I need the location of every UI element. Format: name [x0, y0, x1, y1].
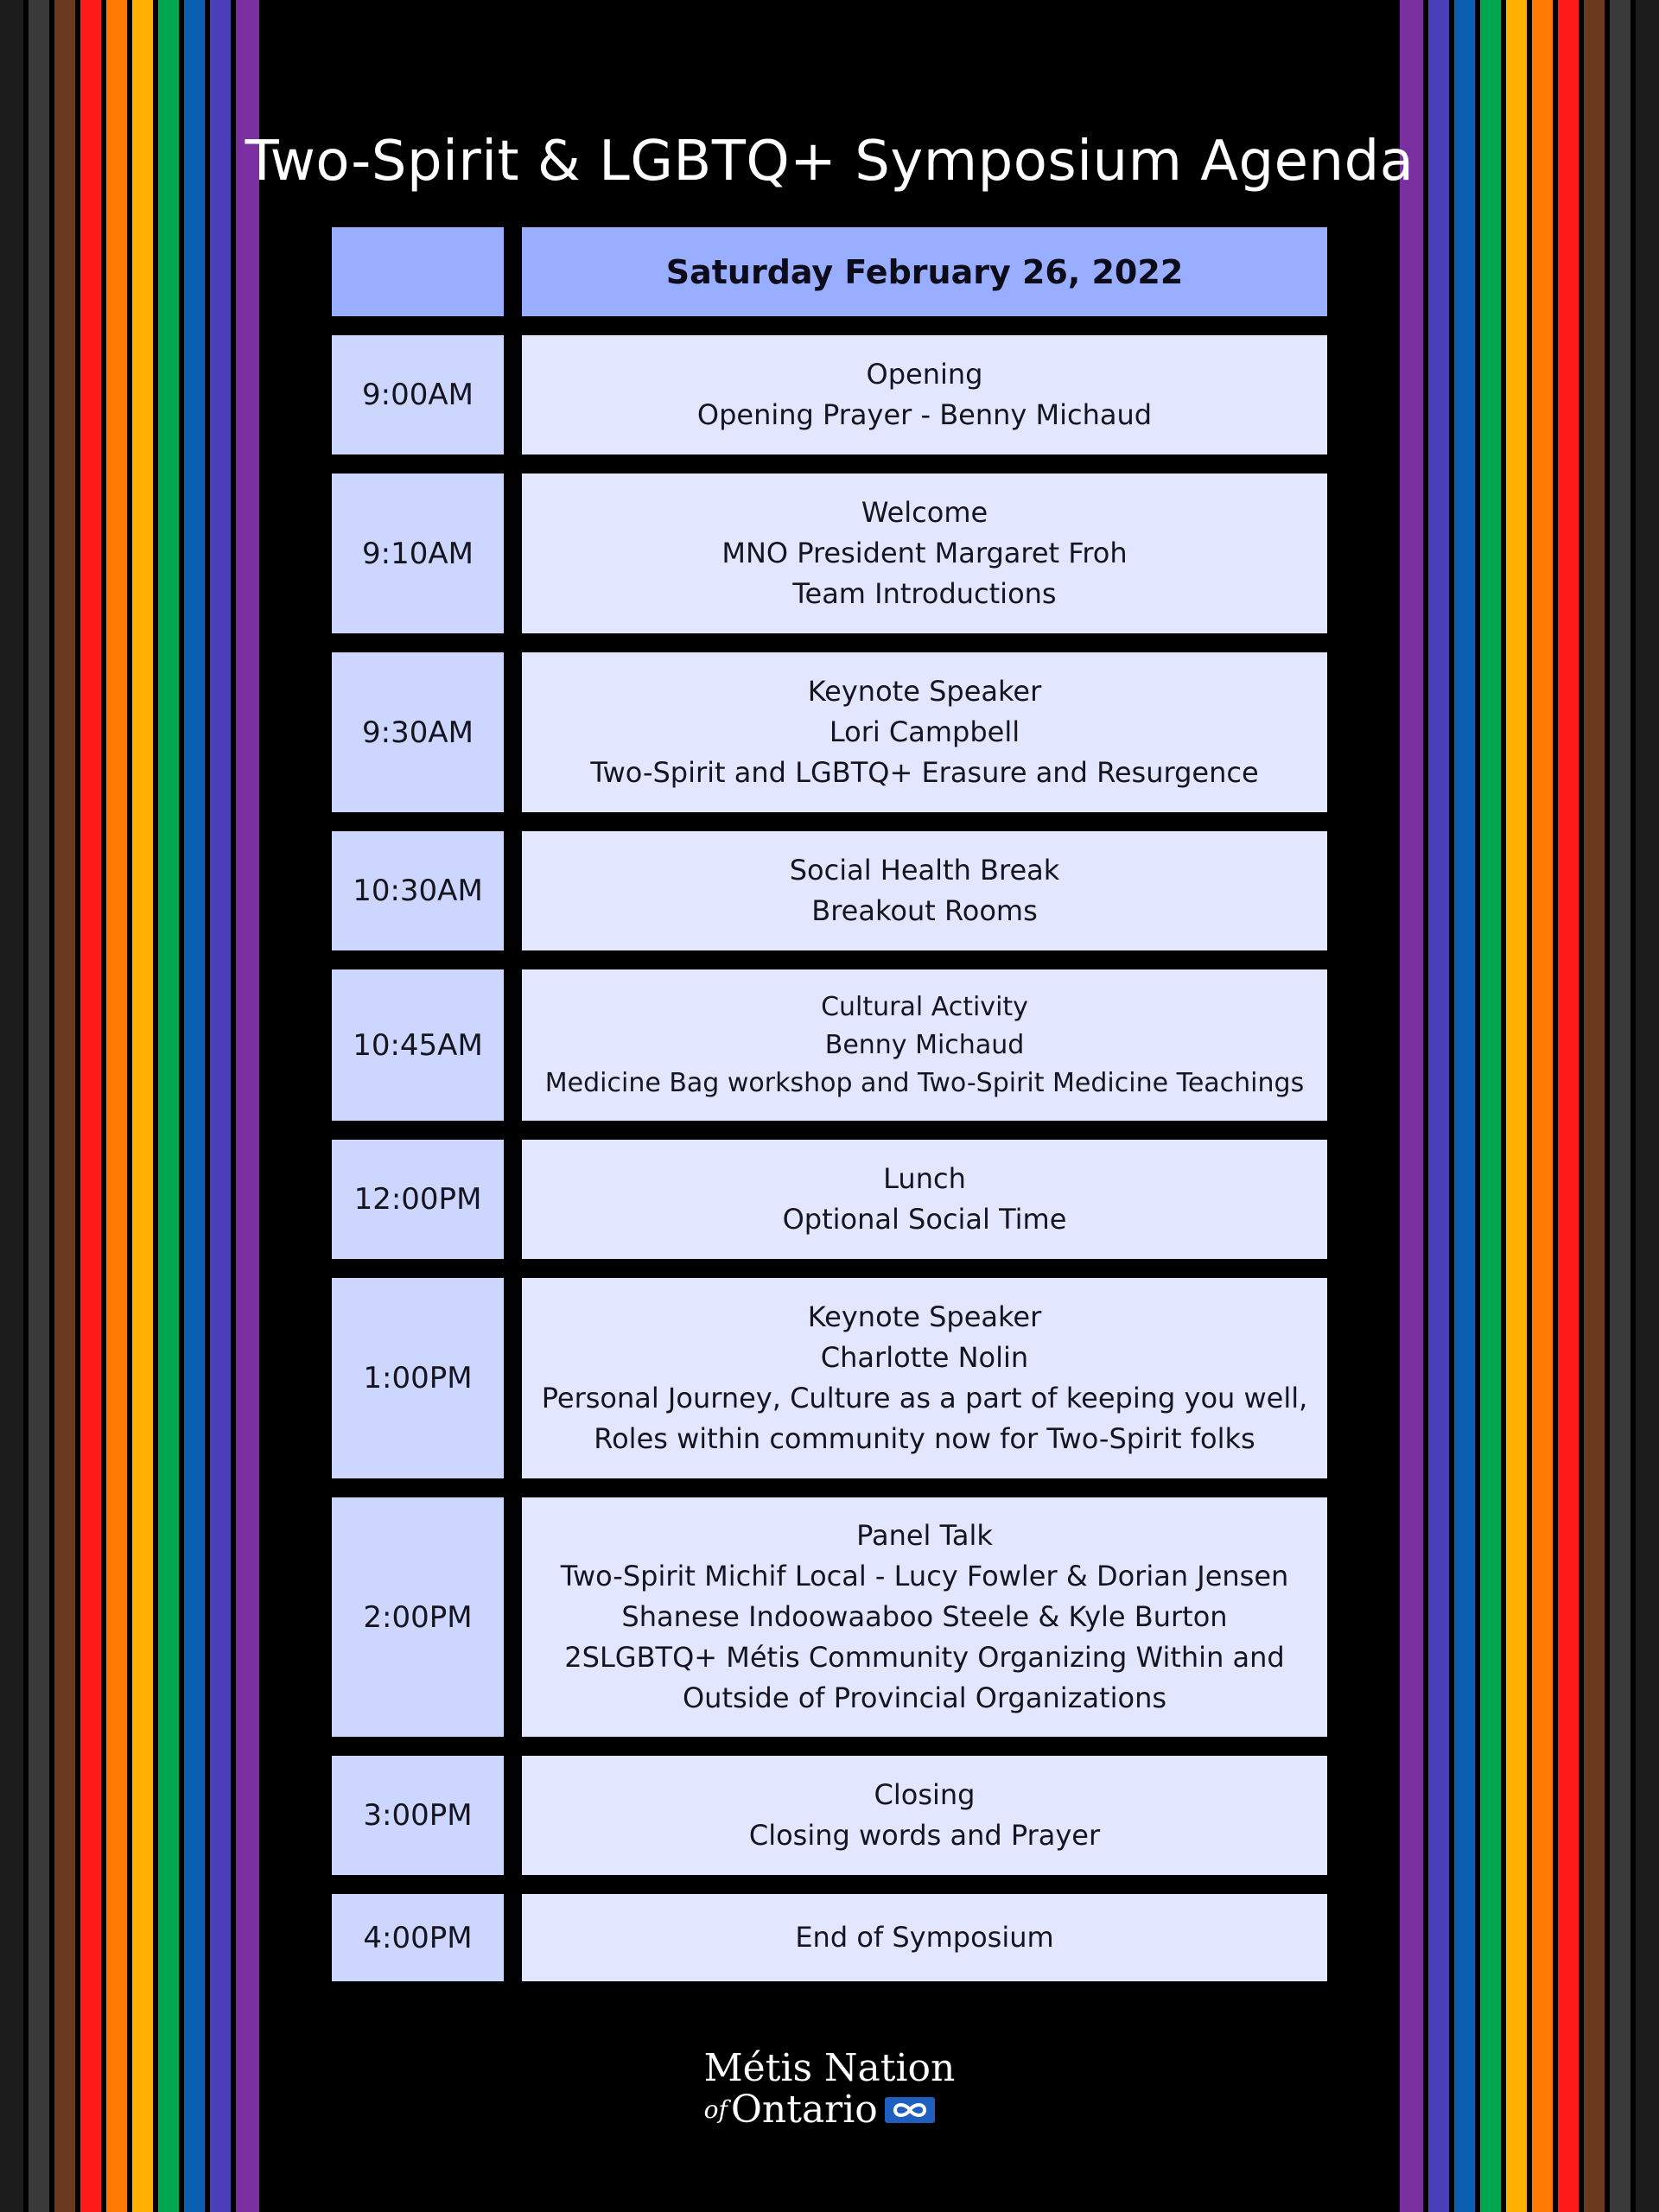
agenda-line: Personal Journey, Culture as a part of keeping you well,	[541, 1382, 1308, 1414]
agenda-time: 9:10AM	[332, 474, 504, 633]
agenda-row	[332, 652, 1327, 812]
agenda-row	[332, 1497, 1327, 1737]
agenda-row	[332, 1756, 1327, 1875]
agenda-line: Keynote Speaker	[807, 1300, 1042, 1333]
agenda-line: MNO President Margaret Froh	[721, 537, 1128, 569]
agenda-line: Breakout Rooms	[811, 894, 1038, 927]
agenda-table	[332, 227, 1327, 1981]
agenda-line: Two-Spirit Michif Local - Lucy Fowler & Dorian Jensen	[560, 1560, 1289, 1592]
agenda-line: Optional Social Time	[782, 1203, 1067, 1236]
stripe	[1503, 0, 1529, 2212]
stripe	[26, 0, 52, 2212]
agenda-description	[522, 969, 1327, 1121]
stripe	[1633, 0, 1659, 2212]
logo-of: of	[703, 2095, 728, 2124]
stripe	[233, 0, 259, 2212]
agenda-line: Keynote Speaker	[807, 675, 1042, 708]
agenda-time: 12:00PM	[332, 1140, 504, 1259]
agenda-date: Saturday February 26, 2022	[522, 227, 1327, 316]
agenda-time: 10:45AM	[332, 969, 504, 1121]
agenda-description	[522, 474, 1327, 633]
stripe	[1478, 0, 1503, 2212]
page-title: Two-Spirit & LGBTQ+ Symposium Agenda	[245, 130, 1414, 194]
agenda-header-row	[332, 227, 1327, 316]
agenda-line: Medicine Bag workshop and Two-Spirit Medicine Teachings	[544, 1067, 1305, 1098]
agenda-line: Welcome	[861, 496, 988, 529]
agenda-description	[522, 1278, 1327, 1478]
agenda-description	[522, 1894, 1327, 1981]
agenda-line: Team Introductions	[792, 577, 1057, 610]
agenda-line: Charlotte Nolin	[820, 1341, 1029, 1374]
header-time-cell	[332, 227, 504, 316]
agenda-line: Cultural Activity	[821, 991, 1028, 1022]
stripe	[207, 0, 233, 2212]
agenda-line: Lunch	[883, 1162, 966, 1195]
infinity-icon	[885, 2097, 935, 2123]
agenda-line: 2SLGBTQ+ Métis Community Organizing Within and	[564, 1641, 1285, 1674]
agenda-description	[522, 1756, 1327, 1875]
agenda-time: 1:00PM	[332, 1278, 504, 1478]
agenda-time: 3:00PM	[332, 1756, 504, 1875]
agenda-line: End of Symposium	[795, 1921, 1054, 1954]
stripe	[1426, 0, 1452, 2212]
stripe	[130, 0, 156, 2212]
agenda-line: Social Health Break	[789, 854, 1060, 887]
agenda-line: Opening Prayer - Benny Michaud	[696, 398, 1153, 431]
agenda-description	[522, 335, 1327, 454]
agenda-description	[522, 1497, 1327, 1737]
agenda-description	[522, 831, 1327, 950]
metis-nation-logo	[0, 2048, 1659, 2131]
logo-line2: Ontario	[730, 2088, 878, 2132]
agenda-row	[332, 831, 1327, 950]
agenda-row	[332, 1894, 1327, 1981]
stripe	[181, 0, 207, 2212]
agenda-time: 4:00PM	[332, 1894, 504, 1981]
logo-line1: Métis Nation	[703, 2046, 956, 2090]
agenda-time: 9:00AM	[332, 335, 504, 454]
agenda-line: Panel Talk	[856, 1519, 993, 1552]
logo-line2-group	[704, 2089, 935, 2131]
agenda-line: Benny Michaud	[824, 1029, 1025, 1060]
rainbow-stripes-left	[0, 0, 259, 2212]
stripe	[1452, 0, 1478, 2212]
stripe	[1400, 0, 1426, 2212]
agenda-line: Lori Campbell	[829, 715, 1020, 748]
logo-wordmark	[704, 2048, 956, 2131]
agenda-line: Opening	[866, 358, 983, 391]
agenda-line: Two-Spirit and LGBTQ+ Erasure and Resurgence	[590, 756, 1259, 789]
agenda-line: Roles within community now for Two-Spirit folks	[594, 1422, 1255, 1455]
stripe	[156, 0, 181, 2212]
agenda-time: 10:30AM	[332, 831, 504, 950]
stripe	[104, 0, 130, 2212]
agenda-time: 9:30AM	[332, 652, 504, 812]
agenda-line: Shanese Indoowaaboo Steele & Kyle Burton	[621, 1600, 1228, 1633]
agenda-line: Closing	[874, 1778, 976, 1811]
stripe	[1581, 0, 1607, 2212]
agenda-description	[522, 652, 1327, 812]
agenda-row	[332, 969, 1327, 1121]
agenda-row	[332, 474, 1327, 633]
agenda-line: Closing words and Prayer	[748, 1819, 1101, 1852]
stripe	[0, 0, 26, 2212]
agenda-time: 2:00PM	[332, 1497, 504, 1737]
stripe	[1555, 0, 1581, 2212]
agenda-description	[522, 1140, 1327, 1259]
stripe	[1529, 0, 1555, 2212]
stripe	[1607, 0, 1633, 2212]
agenda-line: Outside of Provincial Organizations	[682, 1681, 1167, 1714]
stripe	[52, 0, 78, 2212]
agenda-row	[332, 1278, 1327, 1478]
rainbow-stripes-right	[1400, 0, 1659, 2212]
agenda-row	[332, 1140, 1327, 1259]
stripe	[78, 0, 104, 2212]
agenda-row	[332, 335, 1327, 454]
